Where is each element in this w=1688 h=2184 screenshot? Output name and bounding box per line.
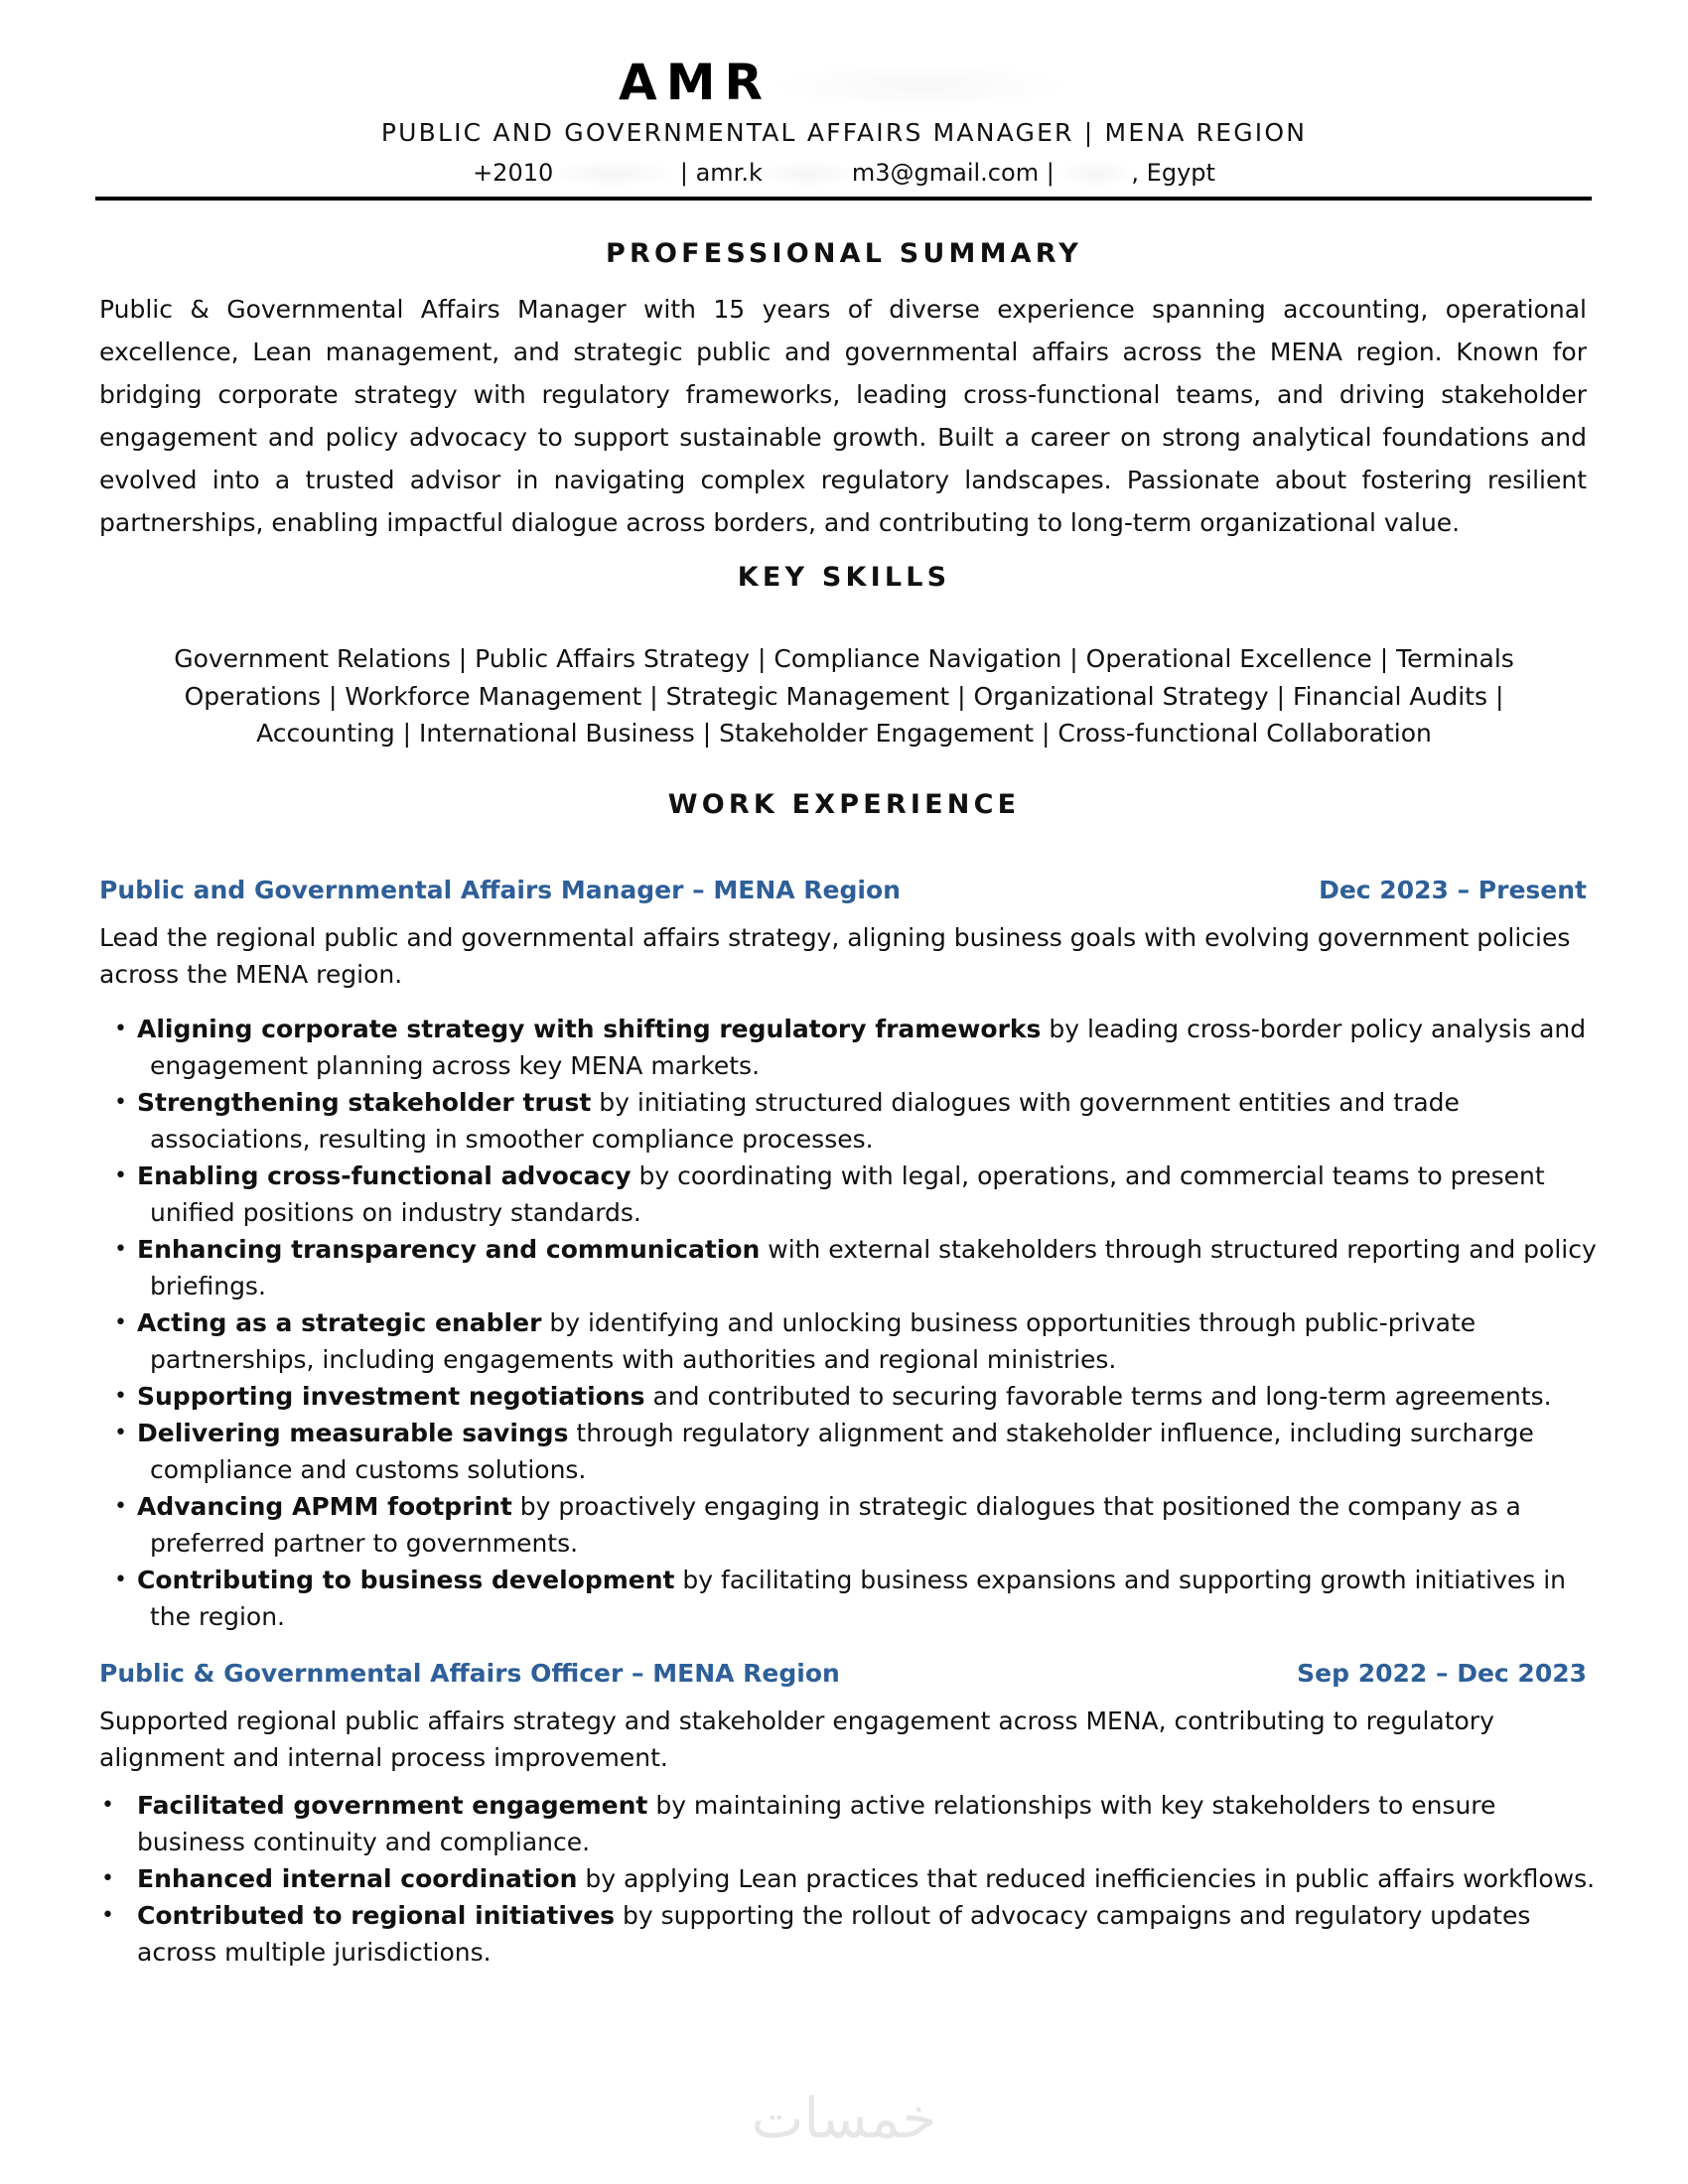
bullet-icon: • (114, 1237, 127, 1262)
achievement-detail: by supporting the rollout of advocacy campaigns and regulatory updates across multiple jurisdictions. (137, 1901, 1531, 1967)
achievement-item (99, 1488, 1599, 1562)
achievement-detail: and contributed to securing favorable terms and long-term agreements. (644, 1382, 1552, 1411)
achievement-detail: by leading cross-border policy analysis and engagement planning across key MENA markets. (150, 1015, 1587, 1080)
section-title-skills: KEY SKILLS (737, 562, 951, 593)
job-achievements (99, 1787, 1599, 1971)
achievement-item (99, 1158, 1599, 1231)
redacted-city (1061, 161, 1131, 187)
key-skills-list: Government Relations | Public Affairs Strategy | Compliance Navigation | Operational Excellence | Terminals Operations | Workforce Management | Strategic Management | Organizational Strategy | Financial Audits | Accounting | International Business | Stakeholder Engagement | Cross-functional Collaboration (174, 644, 1514, 748)
contact-separator: | (672, 159, 696, 187)
achievement-lead: Supporting investment negotiations (137, 1382, 645, 1411)
job-dates: Sep 2022 – Dec 2023 (1297, 1659, 1587, 1688)
bullet-icon: • (114, 1384, 127, 1409)
achievement-lead: Enhanced internal coordination (137, 1864, 578, 1893)
achievement-lead: Contributed to regional initiatives (137, 1901, 616, 1930)
job-achievements (99, 1011, 1599, 1635)
redacted-phone (553, 161, 672, 187)
job-description: Lead the regional public and governmental affairs strategy, aligning business goals with evolving government policies across the MENA region. (99, 923, 1571, 989)
achievement-item (99, 1011, 1599, 1084)
section-title-experience: WORK EXPERIENCE (667, 789, 1021, 820)
achievement-detail: through regulatory alignment and stakeholder influence, including surcharge compliance and customs solutions. (150, 1419, 1534, 1484)
achievement-detail: by initiating structured dialogues with government entities and trade associations, resulting in smoother compliance processes. (150, 1088, 1460, 1154)
achievement-detail: by applying Lean practices that reduced inefficiencies in public affairs workflows. (577, 1864, 1596, 1893)
achievement-detail: by facilitating business expansions and supporting growth initiatives in the region. (150, 1566, 1567, 1631)
header-divider (95, 197, 1592, 201)
bullet-icon: • (114, 1494, 127, 1519)
redacted-email (763, 161, 852, 187)
job-dates: Dec 2023 – Present (1319, 876, 1587, 904)
achievement-item (99, 1084, 1599, 1158)
achievement-detail: by identifying and unlocking business opportunities through public-private partnerships, including engagements with authorities and regional ministries. (150, 1308, 1477, 1374)
achievement-detail: by maintaining active relationships with key stakeholders to ensure business continuity and compliance. (137, 1791, 1496, 1856)
achievement-item (99, 1378, 1599, 1415)
contact-separator: | (1039, 159, 1062, 187)
achievement-detail: by coordinating with legal, operations, and commercial teams to present unified positions on industry standards. (150, 1161, 1545, 1227)
achievement-item (99, 1787, 1599, 1860)
job-title: Public & Governmental Affairs Officer – MENA Region (99, 1659, 840, 1688)
bullet-icon: • (114, 1421, 127, 1445)
achievement-detail: by proactively engaging in strategic dialogues that positioned the company as a preferred partner to governments. (150, 1492, 1521, 1558)
bullet-icon: • (114, 1017, 127, 1041)
contact-line (0, 157, 1688, 189)
bullet-icon: • (101, 1793, 114, 1818)
achievement-item (99, 1231, 1599, 1304)
bullet-icon: • (114, 1090, 127, 1115)
achievement-item (99, 1562, 1599, 1635)
email-end: m3@gmail.com (851, 159, 1040, 187)
achievement-lead: Enhancing transparency and communication (137, 1235, 761, 1264)
achievement-item (99, 1860, 1599, 1897)
section-title-summary: PROFESSIONAL SUMMARY (605, 238, 1083, 269)
job-header (99, 874, 1587, 907)
professional-summary: Public & Governmental Affairs Manager with 15 years of diverse experience spanning accounting, operational excellence, Lean management, and strategic public and governmental affairs across the MENA region. Known for bridging corporate strategy with regulatory frameworks, leading cross-functional teams, and driving stakeholder engagement and policy advocacy to support sustainable growth. Built a career on strong analytical foundations and evolved into a trusted advisor in navigating complex regulatory landscapes. Passionate about fostering resilient partnerships, enabling impactful dialogue across borders, and contributing to long-term organizational value. (99, 295, 1587, 537)
bullet-icon: • (114, 1163, 127, 1188)
job-title: Public and Governmental Affairs Manager – MENA Region (99, 876, 901, 904)
bullet-icon: • (101, 1903, 114, 1928)
bullet-icon: • (114, 1568, 127, 1592)
achievement-item (99, 1304, 1599, 1378)
bullet-icon: • (101, 1866, 114, 1891)
achievement-item (99, 1415, 1599, 1488)
achievement-lead: Aligning corporate strategy with shifting regulatory frameworks (137, 1015, 1042, 1043)
job-header (99, 1657, 1587, 1691)
bullet-icon: • (114, 1310, 127, 1335)
achievement-lead: Advancing APMM footprint (137, 1492, 512, 1521)
achievement-item (99, 1897, 1599, 1971)
email-start: amr.k (695, 159, 763, 187)
achievement-lead: Contributing to business development (137, 1566, 675, 1594)
job-description: Supported regional public affairs strategy and stakeholder engagement across MENA, contributing to regulatory alignment and internal process improvement. (99, 1706, 1494, 1772)
phone-number: +2010 (473, 159, 554, 187)
name-text: AMR (619, 54, 772, 111)
achievement-lead: Strengthening stakeholder trust (137, 1088, 592, 1117)
achievement-detail: with external stakeholders through structured reporting and policy briefings. (150, 1235, 1597, 1300)
achievement-lead: Acting as a strategic enabler (137, 1308, 542, 1337)
achievement-lead: Enabling cross-functional advocacy (137, 1161, 632, 1190)
watermark-logo: خمسات (751, 2087, 937, 2151)
achievement-lead: Delivering measurable savings (137, 1419, 569, 1447)
professional-headline: PUBLIC AND GOVERNMENTAL AFFAIRS MANAGER | MENA REGION (380, 118, 1308, 147)
redacted-surname (772, 64, 1069, 109)
achievement-lead: Facilitated government engagement (137, 1791, 648, 1820)
location: , Egypt (1131, 159, 1215, 187)
candidate-name (0, 50, 1688, 115)
